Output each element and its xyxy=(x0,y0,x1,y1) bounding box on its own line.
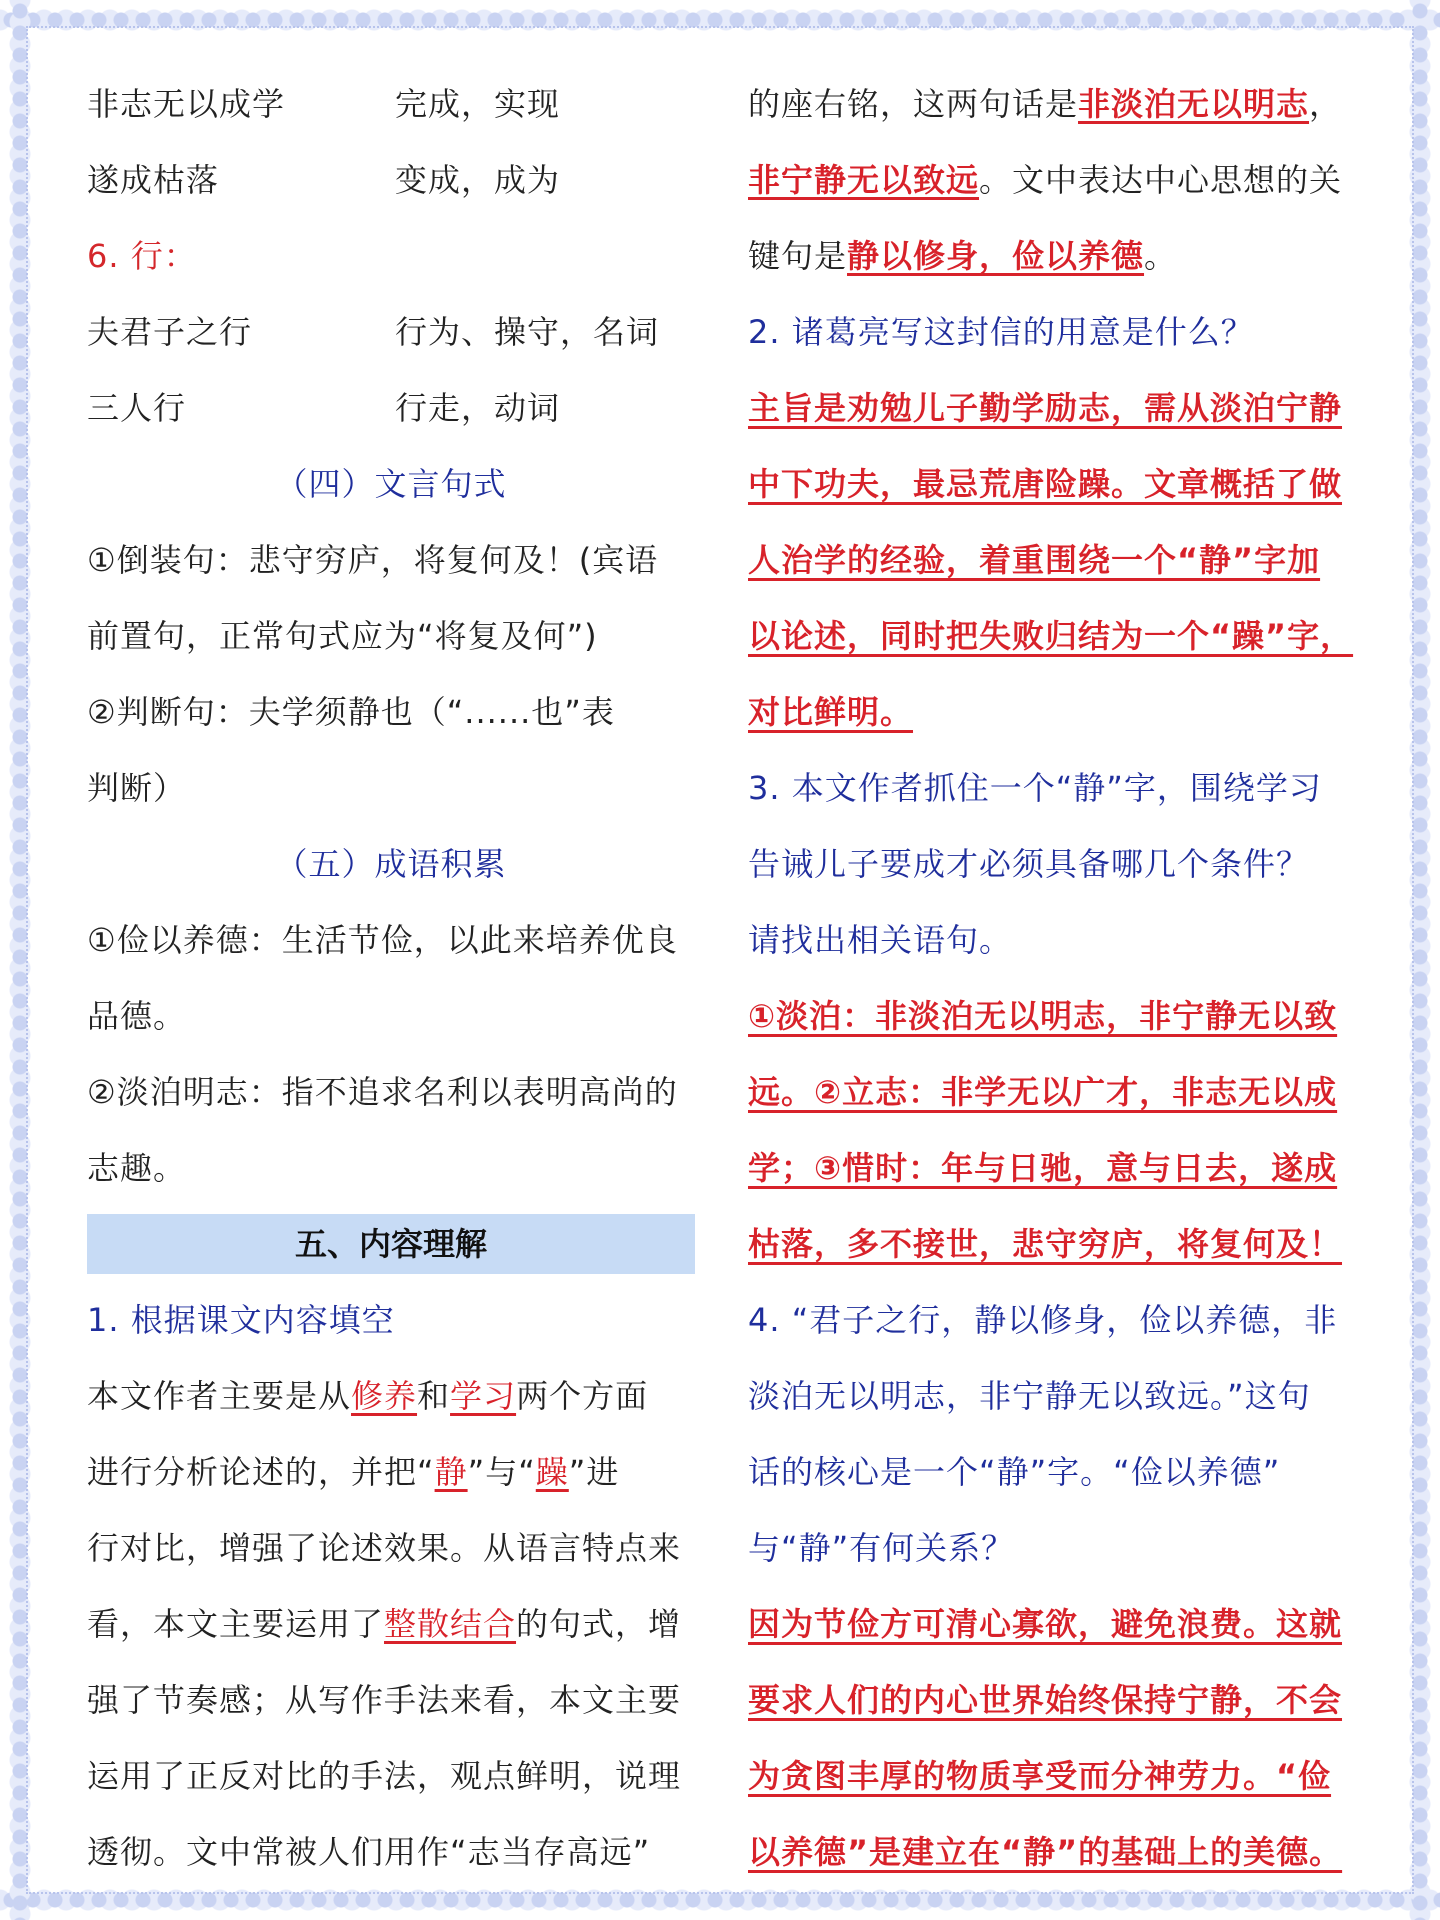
answer-text: 主旨是劝勉儿子勤学励志，需从淡泊宁静 xyxy=(748,389,1343,427)
question-4-title: 话的核心是一个“静”字。“俭以养德” xyxy=(748,1453,1281,1491)
text-line: ①倒装句：悲守穷庐，将复何及！(宾语 xyxy=(87,541,659,579)
section-4-title: （四）文言句式 xyxy=(275,465,507,503)
answer-text: 远。②立志：非学无以广才，非志无以成 xyxy=(748,1073,1338,1111)
answer-line xyxy=(748,1130,1360,1206)
vocab-word: 三人行 xyxy=(87,389,187,427)
answer-line xyxy=(748,978,1360,1054)
vocab-row xyxy=(87,370,695,446)
text-line: 品德。 xyxy=(87,997,187,1035)
question-2-title: 2. 诸葛亮写这封信的用意是什么？ xyxy=(748,313,1254,351)
text-line xyxy=(748,66,1360,142)
fill-answer: 躁 xyxy=(535,1453,569,1491)
text-line: ②淡泊明志：指不追求名利以表明高尚的 xyxy=(87,1073,678,1111)
text-line xyxy=(748,218,1360,294)
section-heading-bar: 五、内容理解 xyxy=(87,1214,695,1274)
fill-answer: 非宁静无以致远 xyxy=(748,161,980,199)
section-5-title: （五）成语积累 xyxy=(275,845,507,883)
answer-text: 枯落，多不接世，悲守穷庐，将复何及！ xyxy=(748,1225,1343,1263)
text-line: ②判断句：夫学须静也（“......也”表 xyxy=(87,693,615,731)
text-span: 本文作者主要是从 xyxy=(87,1377,352,1415)
answer-line xyxy=(748,1738,1360,1814)
answer-text: 对比鲜明。 xyxy=(748,693,914,731)
fill-answer: 学习 xyxy=(450,1377,517,1415)
answer-line xyxy=(748,674,1360,750)
text-line: 强了节奏感；从写作手法来看，本文主要 xyxy=(87,1681,682,1719)
question-1-title: 1. 根据课文内容填空 xyxy=(87,1301,395,1339)
text-span: 键句是 xyxy=(748,237,848,275)
question-3-title: 告诫儿子要成才必须具备哪几个条件？ xyxy=(748,845,1310,883)
answer-line xyxy=(748,522,1360,598)
question-3-title: 3. 本文作者抓住一个“静”字，围绕学习 xyxy=(748,769,1322,807)
text-line: 前置句，正常句式应为“将复及何”) xyxy=(87,617,598,655)
vocab-meaning: 变成，成为 xyxy=(395,161,561,199)
text-span: 两个方面 xyxy=(516,1377,649,1415)
text-line: 志趣。 xyxy=(87,1149,187,1187)
answer-line xyxy=(748,1814,1360,1890)
text-line xyxy=(748,142,1360,218)
fill-answer: 非淡泊无以明志 xyxy=(1078,85,1310,123)
text-span: 。 xyxy=(1144,237,1178,275)
vocab-word: 非志无以成学 xyxy=(87,85,286,123)
text-span: ”与“ xyxy=(467,1453,536,1491)
text-line: 行对比，增强了论述效果。从语言特点来 xyxy=(87,1529,682,1567)
text-line xyxy=(87,1586,695,1662)
vocab-meaning: 行为、操守，名词 xyxy=(395,313,660,351)
text-line xyxy=(87,1358,695,1434)
vocab-meaning: 行走，动词 xyxy=(395,389,561,427)
text-line: ①俭以养德：生活节俭，以此来培养优良 xyxy=(87,921,678,959)
text-span: 的句式，增 xyxy=(516,1605,682,1643)
text-span: ”进 xyxy=(568,1453,620,1491)
text-line: 透彻。文中常被人们用作“志当存高远” xyxy=(87,1833,651,1871)
text-span: 。文中表达中心思想的关 xyxy=(979,161,1343,199)
vocab-word: 夫君子之行 xyxy=(87,313,253,351)
text-span: 和 xyxy=(417,1377,451,1415)
answer-text: 以论述，同时把失败归结为一个“躁”字， xyxy=(748,617,1354,655)
text-line: 判断） xyxy=(87,769,187,807)
fill-answer: 修养 xyxy=(351,1377,418,1415)
text-line xyxy=(87,1434,695,1510)
vocab-meaning: 完成，实现 xyxy=(395,85,561,123)
fill-answer: 整散结合 xyxy=(384,1605,517,1643)
question-4-title: 淡泊无以明志，非宁静无以致远。”这句 xyxy=(748,1377,1311,1415)
answer-text: 要求人们的内心世界始终保持宁静，不会 xyxy=(748,1681,1343,1719)
text-line: 运用了正反对比的手法，观点鲜明，说理 xyxy=(87,1757,682,1795)
text-span: 进行分析论述的，并把“ xyxy=(87,1453,435,1491)
answer-line xyxy=(748,1206,1360,1282)
vocab-row xyxy=(87,66,695,142)
text-span: 的座右铭，这两句话是 xyxy=(748,85,1079,123)
answer-line xyxy=(748,1662,1360,1738)
item-6-title: 6. 行： xyxy=(87,237,197,275)
answer-line xyxy=(748,598,1360,674)
left-column xyxy=(87,66,695,1890)
vocab-row xyxy=(87,142,695,218)
question-3-title: 请找出相关语句。 xyxy=(748,921,1013,959)
text-span: 看，本文主要运用了 xyxy=(87,1605,385,1643)
answer-text: 以养德”是建立在“静”的基础上的美德。 xyxy=(748,1833,1343,1871)
text-span: ， xyxy=(1309,85,1343,123)
answer-text: ①淡泊：非淡泊无以明志，非宁静无以致 xyxy=(748,997,1338,1035)
answer-text: 为贪图丰厚的物质享受而分神劳力。“俭 xyxy=(748,1757,1332,1795)
right-column xyxy=(748,66,1360,1890)
answer-line xyxy=(748,1054,1360,1130)
vocab-word: 遂成枯落 xyxy=(87,161,220,199)
answer-text: 学；③惜时：年与日驰，意与日去，遂成 xyxy=(748,1149,1338,1187)
answer-line xyxy=(748,1586,1360,1662)
answer-text: 因为节俭方可清心寡欲，避免浪费。这就 xyxy=(748,1605,1343,1643)
fill-answer: 静 xyxy=(434,1453,468,1491)
answer-text: 人治学的经验，着重围绕一个“静”字加 xyxy=(748,541,1321,579)
fill-answer: 静以修身，俭以养德 xyxy=(847,237,1145,275)
question-4-title: 4. “君子之行，静以修身，俭以养德，非 xyxy=(748,1301,1338,1339)
question-4-title: 与“静”有何关系？ xyxy=(748,1529,1015,1567)
answer-line xyxy=(748,370,1360,446)
answer-text: 中下功夫，最忌荒唐险躁。文章概括了做 xyxy=(748,465,1343,503)
vocab-row xyxy=(87,294,695,370)
answer-line xyxy=(748,446,1360,522)
